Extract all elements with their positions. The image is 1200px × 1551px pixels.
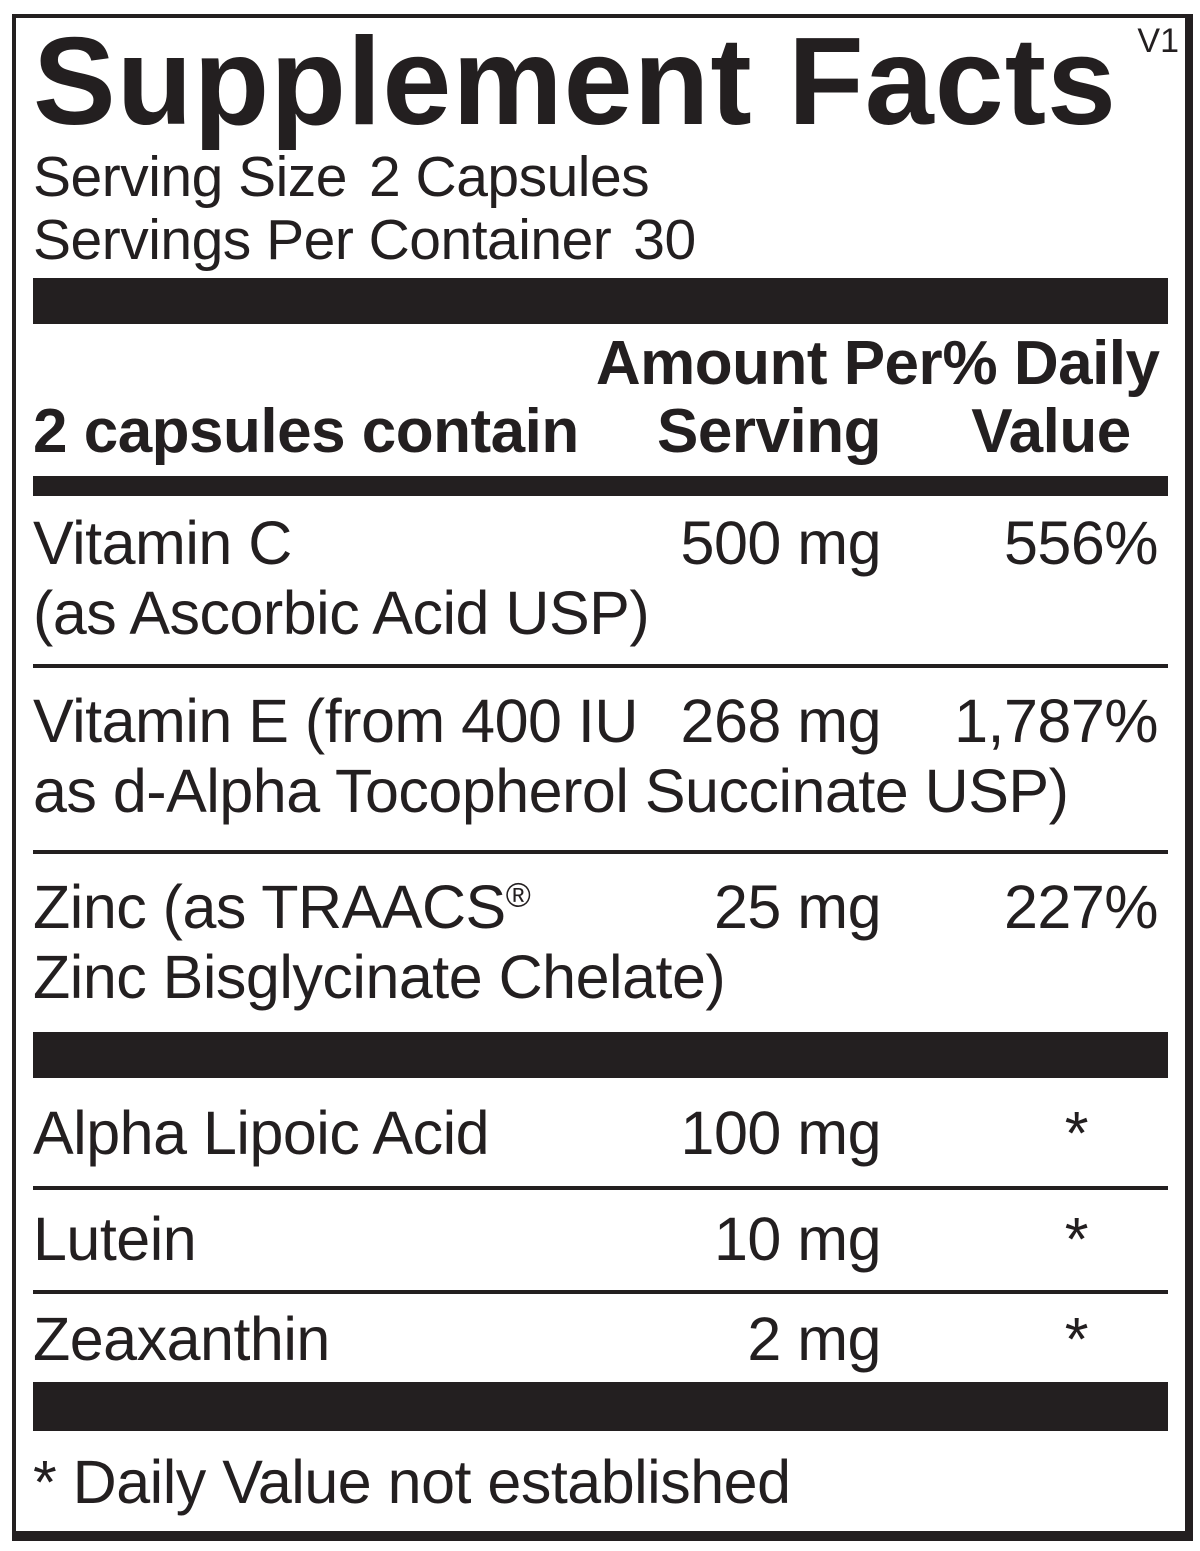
servings-per-container-value: 30: [633, 208, 696, 272]
amount-value: 10 mg: [713, 1205, 881, 1273]
nutrient-row-zeaxanthin: [33, 1294, 1168, 1382]
nutrient-name-line1: Vitamin C: [33, 509, 292, 577]
amount-value: 2 mg: [747, 1305, 881, 1373]
amount-value: 500 mg: [680, 509, 881, 577]
daily-value-asterisk: *: [1064, 1205, 1088, 1273]
nutrient-row-vitamin-c: [33, 496, 1168, 668]
nutrient-name-line2: as d-Alpha Tocopherol Succinate USP): [33, 757, 1069, 825]
nutrient-name: Alpha Lipoic Acid: [33, 1099, 490, 1167]
column-header-daily-value: [936, 330, 1166, 466]
amount-value: 100 mg: [680, 1099, 881, 1167]
column-header-amount-line1: Amount Per: [595, 329, 943, 398]
daily-value-asterisk: *: [1064, 1099, 1088, 1167]
column-header-nutrient: 2 capsules contain: [33, 397, 579, 466]
registered-trademark-mark: ®: [505, 876, 531, 915]
nutrient-row-alpha-lipoic-acid: [33, 1078, 1168, 1190]
servings-per-container-line: [33, 209, 1168, 272]
version-tag: V1: [1137, 22, 1179, 60]
nutrient-row-zinc: [33, 854, 1168, 1032]
serving-size-label: Serving Size: [33, 145, 347, 209]
nutrient-name: [33, 508, 1168, 648]
nutrient-name-line1: Vitamin E (from 400 IU: [33, 687, 638, 755]
nutrient-name: [33, 872, 1168, 1012]
nutrient-name-line2: (as Ascorbic Acid USP): [33, 579, 650, 647]
nutrient-row-vitamin-e: [33, 668, 1168, 854]
daily-value: 1,787%: [954, 687, 1158, 755]
section-divider-bar-bottom: [33, 1382, 1168, 1431]
panel-title: Supplement Facts: [33, 13, 1117, 151]
amount-value: 268 mg: [680, 687, 881, 755]
daily-value: 556%: [1003, 509, 1158, 577]
serving-info: [33, 146, 1168, 272]
section-divider-bar-top: [33, 278, 1168, 324]
servings-per-container-label: Servings Per Container: [33, 208, 612, 272]
serving-size-line: [33, 146, 1168, 209]
supplement-facts-panel: [12, 14, 1193, 1541]
serving-size-value: 2 Capsules: [369, 145, 650, 209]
column-header-dv-line2: Value: [971, 397, 1131, 466]
nutrient-row-lutein: [33, 1190, 1168, 1294]
nutrient-name: Zeaxanthin: [33, 1305, 330, 1373]
nutrient-name: Lutein: [33, 1205, 197, 1273]
column-header-amount-line2: Serving: [657, 397, 881, 466]
section-divider-bar-middle: [33, 1032, 1168, 1078]
daily-value-footnote: * Daily Value not established: [33, 1448, 791, 1516]
header-divider-bar: [33, 476, 1168, 496]
nutrient-name-line1: Zinc (as TRAACS®: [33, 873, 531, 941]
column-header-dv-line1: % Daily: [942, 329, 1160, 398]
daily-value-asterisk: *: [1064, 1305, 1088, 1373]
daily-value: 227%: [1003, 873, 1158, 941]
nutrient-name-line2: Zinc Bisglycinate Chelate): [33, 943, 726, 1011]
amount-value: 25 mg: [713, 873, 881, 941]
table-header: [33, 324, 1168, 476]
column-header-amount: [569, 330, 969, 466]
